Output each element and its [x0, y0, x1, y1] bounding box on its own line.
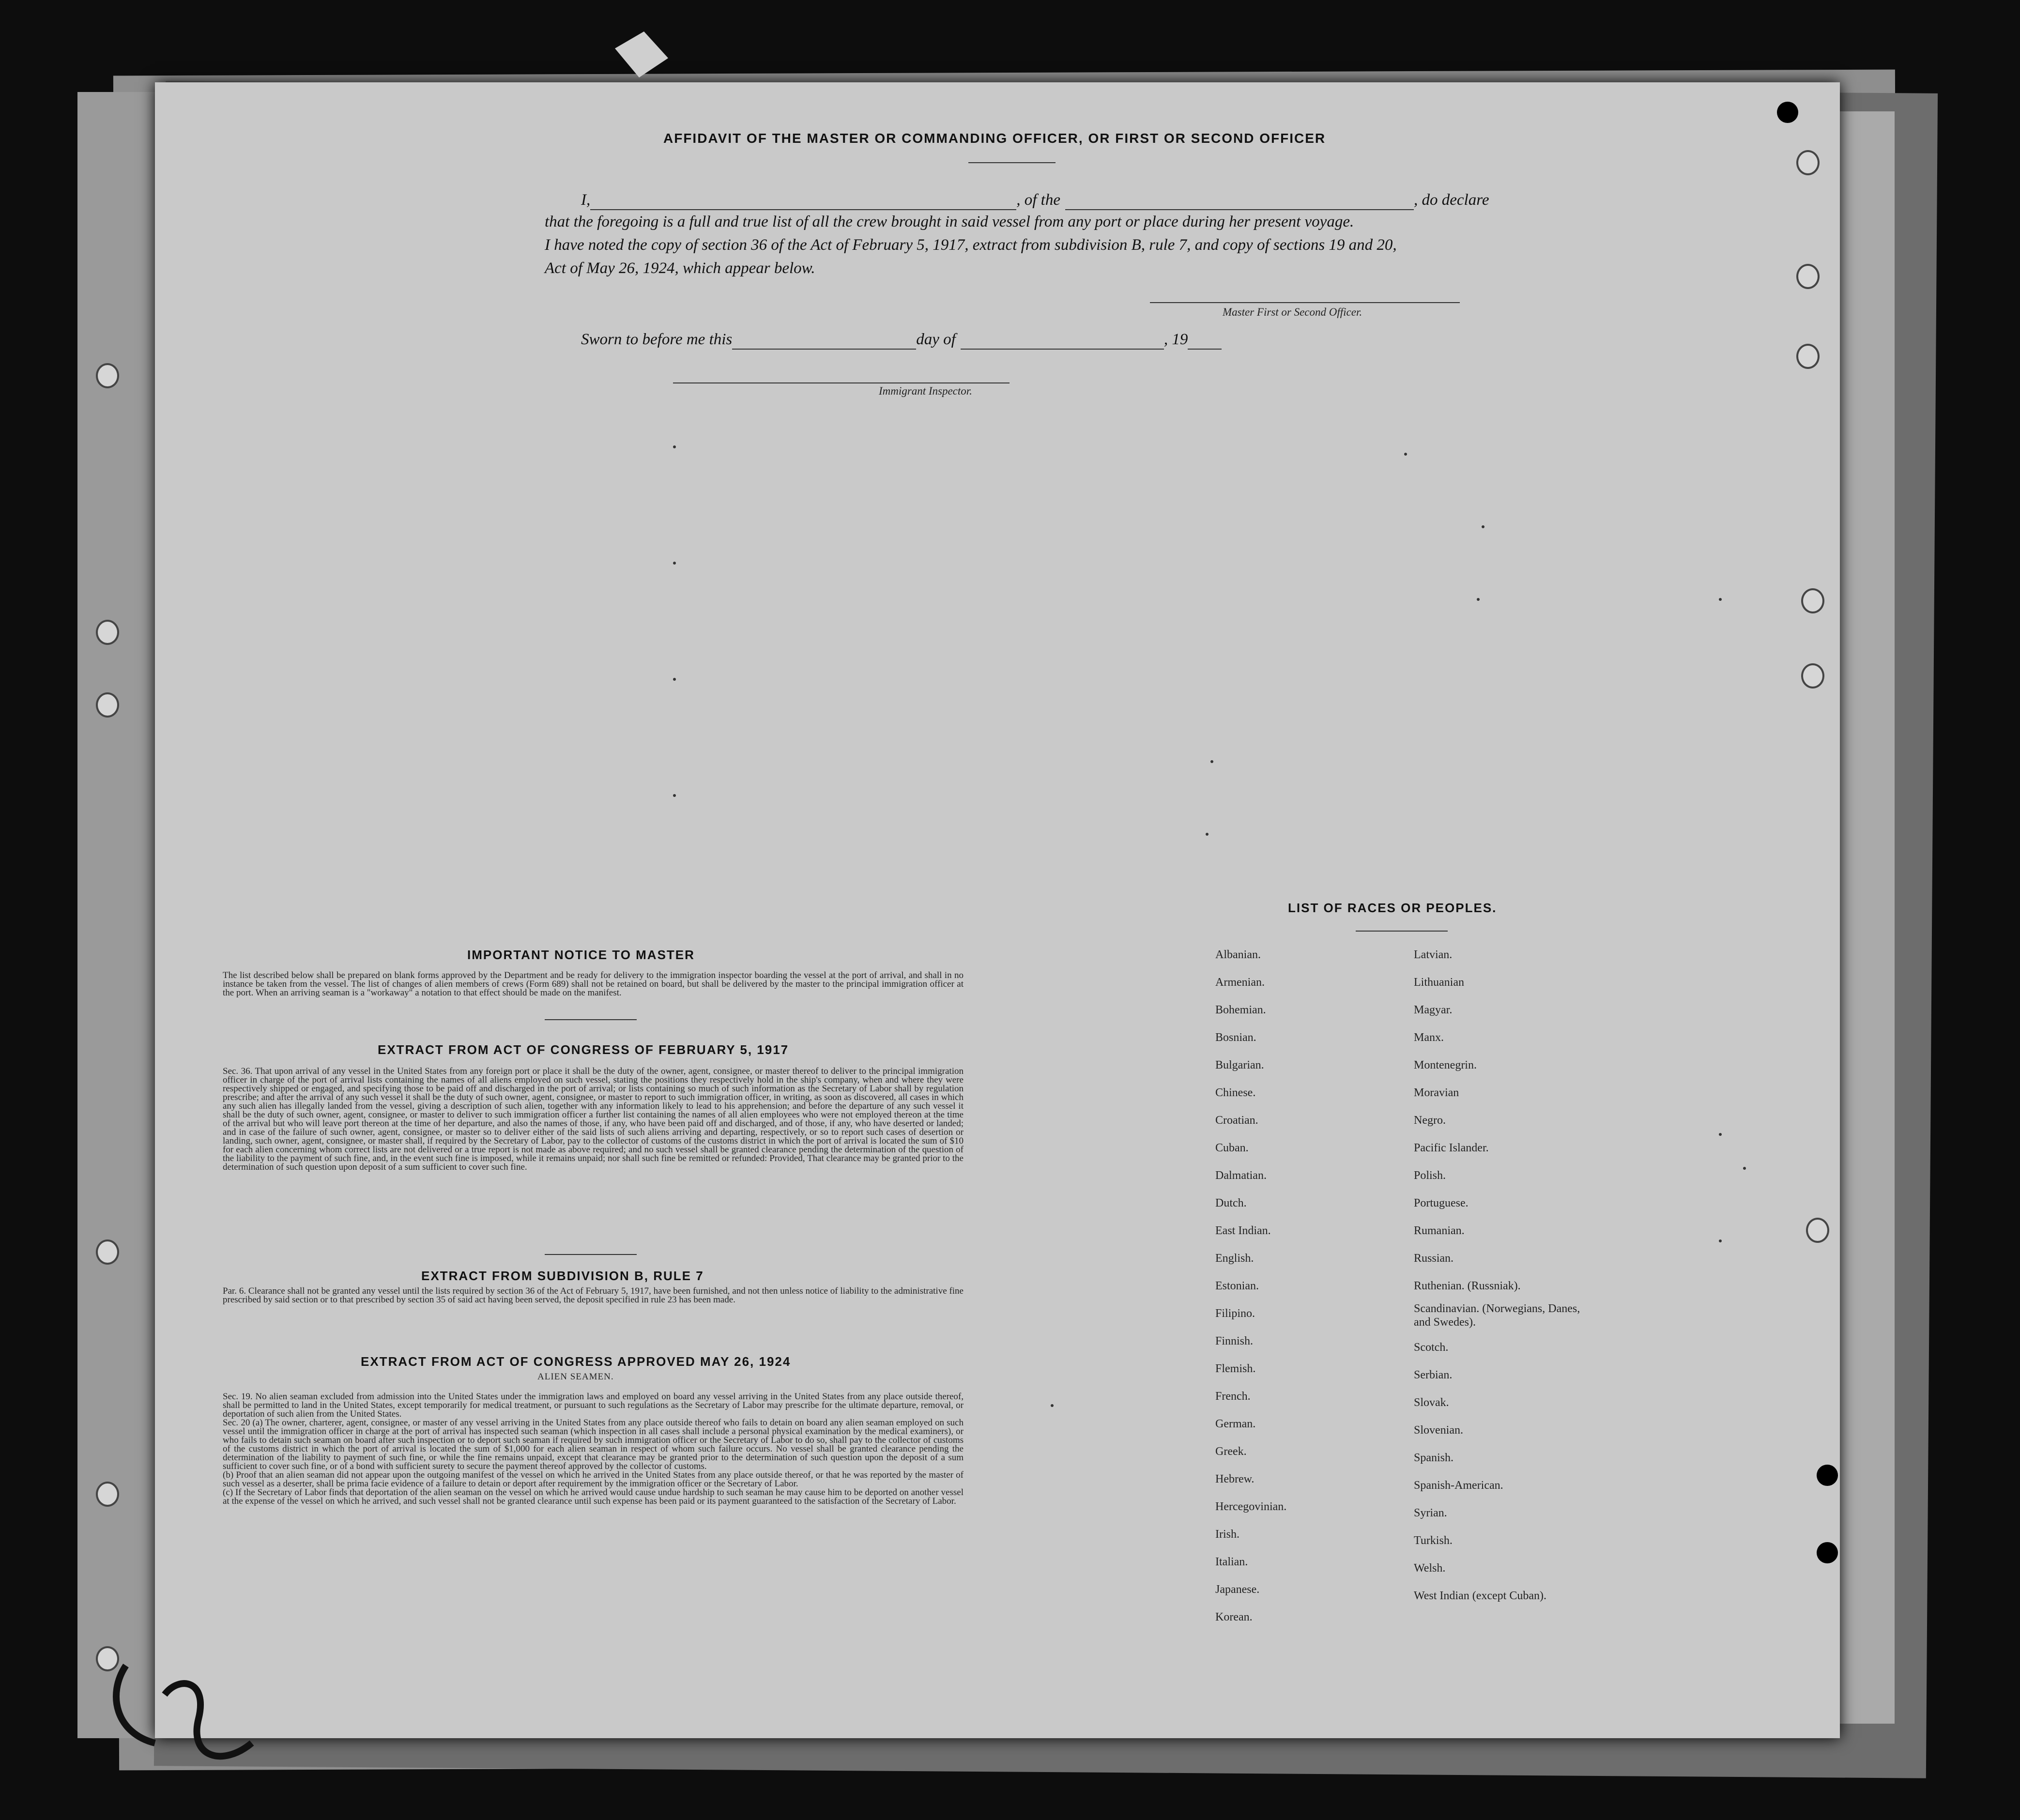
punch-mark [1817, 1465, 1838, 1486]
race-item: Scotch. [1414, 1341, 1449, 1354]
divider [545, 1254, 637, 1255]
affidavit-i-label: I, [581, 191, 591, 209]
speck [1719, 598, 1722, 601]
race-item: English. [1215, 1252, 1254, 1265]
race-item: Dalmatian. [1215, 1169, 1267, 1182]
master-name-field[interactable] [590, 191, 1016, 210]
binder-hole [96, 1239, 119, 1265]
race-item: Bohemian. [1215, 1004, 1266, 1016]
binder-hole [1801, 663, 1824, 688]
speck [1719, 1133, 1722, 1136]
race-item: Filipino. [1215, 1307, 1255, 1320]
divider [1356, 931, 1448, 932]
race-item: Flemish. [1215, 1362, 1256, 1375]
race-item: Magyar. [1414, 1004, 1453, 1016]
speck [1743, 1167, 1746, 1170]
race-item: Finnish. [1215, 1335, 1254, 1347]
affidavit-line-1 [581, 191, 1489, 210]
race-item: Cuban. [1215, 1142, 1249, 1154]
speck [1404, 453, 1407, 456]
master-signature-field[interactable] [1150, 291, 1460, 303]
race-item: Korean. [1215, 1611, 1253, 1623]
speck [1051, 1404, 1054, 1407]
speck [1482, 525, 1484, 528]
binding-strip [77, 92, 165, 1738]
binder-hole [96, 692, 119, 718]
race-item: Irish. [1215, 1528, 1240, 1541]
extract-1917-body: Sec. 36. That upon arrival of any vessel in the United States from any foreign port or place it shall be the duty of the owner, agent, consignee, or master thereof to deliver to the principal immigration officer in charge of the port of arrival lists containing the names of all aliens employed on such vessel, stating the positions they respectively hold in the ship's company, when and where they were respectively shipped or engaged, and specifying those to be paid off and discharged in the port of arrival; or lists containing so much of such information as the Secretary of Labor shall by regulation prescribe; and after the arrival of any such vessel it shall be the duty of such owner, agent, consignee, or master to report to such immigration officer, in writing, as soon as discovered, all cases in which any such alien has illegally landed from the vessel, giving a description of such alien, together with any information likely to lead to his apprehension; and before the departure of any such vessel it shall be the duty of such owner, agent, consignee, or master to deliver to such immigration officer a further list containing the names of all alien employees who were not employed thereon at the time of the arrival but who will leave port thereon at the time of her departure, and also the names of those, if any, who have been paid off and discharged, and of those, if any, who have deserted or landed; and in case of the failure of such owner, agent, consignee, or master so to deliver either of the said lists of such aliens arriving and departing, respectively, or so to report such cases of desertion or landing, such owner, agent, consignee, or master shall, if required by the Secretary of Labor, pay to the collector of customs of the customs district in which the port of arrival is located the sum of $10 for each alien concerning whom correct lists are not delivered or a true report is not made as above required; and no such vessel shall be granted clearance pending the determination of the question of the liability to the payment of such fine, and, in the event such fine is imposed, while it remains unpaid; nor shall such fine be remitted or refunded: Provided, That clearance may be granted prior to the determination of such question upon deposit of a sum sufficient to cover such fine. [223, 1066, 964, 1172]
race-item: Japanese. [1215, 1583, 1260, 1596]
divider [968, 162, 1056, 163]
do-declare-label: , do declare [1413, 191, 1489, 209]
race-item: Lithuanian [1414, 976, 1464, 989]
race-item: Chinese. [1215, 1086, 1256, 1099]
sworn-label: Sworn to before me this [581, 331, 733, 348]
races-column-2 [1414, 941, 1598, 1610]
extract-rule7-title: EXTRACT FROM SUBDIVISION B, RULE 7 [421, 1269, 704, 1283]
race-item: Russian. [1414, 1252, 1454, 1265]
speck [1210, 760, 1213, 763]
race-item: French. [1215, 1390, 1251, 1403]
race-item: Greek. [1215, 1445, 1247, 1458]
speck [673, 562, 676, 565]
paper-chip [610, 29, 673, 82]
binder-hole [96, 363, 119, 388]
punch-mark [1817, 1542, 1838, 1563]
sec-19-text: Sec. 19. No alien seaman excluded from admission into the United States under the immigration laws and employed on board any vessel arriving in the United States from any place outside thereof, shall be permitted to land in the United States, except temporarily for medical treatment, or pursuant to such regulations as the Secretary of Labor may prescribe for the ultimate departure, removal, or deportation of such alien from the United States. [223, 1392, 964, 1419]
binder-hole [96, 620, 119, 645]
race-item: Hercegovinian. [1215, 1500, 1287, 1513]
binder-hole [1801, 588, 1824, 613]
speck [1719, 1239, 1722, 1242]
race-item: Bosnian. [1215, 1031, 1256, 1044]
binder-hole [1796, 150, 1820, 175]
vessel-name-field[interactable] [1065, 191, 1414, 210]
extract-1924-body [223, 1392, 964, 1506]
races-title: LIST OF RACES OR PEOPLES. [1288, 901, 1497, 915]
inspector-caption: Immigrant Inspector. [879, 385, 972, 397]
race-item: Polish. [1414, 1169, 1446, 1182]
race-item: Dutch. [1215, 1197, 1247, 1209]
day-of-label: day of [916, 331, 956, 348]
sec-20b-text: (b) Proof that an alien seaman did not appear upon the outgoing manifest of the vessel on which he arrived in the United States from any place outside thereof, or that he was reported by the master of such vessel as a deserter, shall be prima facie evidence of a failure to detain or deport after requirement by the immigration officer or the Secretary of Labor. [223, 1470, 964, 1489]
sworn-line [581, 331, 1222, 350]
sec-20c-text: (c) If the Secretary of Labor finds that deportation of the alien seaman on the vessel on which he arrived would cause undue hardship to such seaman he may cause him to be deported on another vessel at the expense of the vessel on which he arrived, and such vessel shall not be granted clearance until such expense has been paid or its payment guaranteed to the satisfaction of the Secretary of Labor. [223, 1487, 964, 1506]
notice-title: IMPORTANT NOTICE TO MASTER [467, 948, 695, 962]
binder-hole [1806, 1218, 1829, 1243]
speck [673, 794, 676, 797]
speck [1206, 833, 1209, 836]
race-item: Slovenian. [1414, 1424, 1463, 1437]
race-item: Rumanian. [1414, 1224, 1465, 1237]
race-item: Moravian [1414, 1086, 1459, 1099]
binder-hole [1796, 344, 1820, 369]
race-item: Negro. [1414, 1114, 1446, 1127]
binder-hole [96, 1482, 119, 1507]
inspector-signature-field[interactable] [673, 373, 1010, 383]
sworn-year-field[interactable] [1188, 331, 1222, 350]
race-item: Spanish-American. [1414, 1479, 1503, 1492]
extract-1924-subtitle: ALIEN SEAMEN. [537, 1372, 614, 1382]
divider [545, 1019, 637, 1020]
extract-1924-title: EXTRACT FROM ACT OF CONGRESS APPROVED MAY 26, 1924 [361, 1354, 791, 1369]
sworn-month-field[interactable] [961, 331, 1164, 350]
races-column-1 [1215, 941, 1286, 1631]
speck [673, 445, 676, 448]
notice-body: The list described below shall be prepared on blank forms approved by the Department and be ready for delivery to the immigration inspector boarding the vessel at the port of arrival, and shall in no instance be taken from the vessel. The list of changes of alien members of crews (Form 689) shall not be retained on board, but shall be delivered by the master to the principal immigration officer at the port. When an arriving seaman is a "workaway" a notation to that effect should be made on the manifest. [223, 970, 964, 998]
race-item: Montenegrin. [1414, 1059, 1477, 1071]
extract-rule7-body: Par. 6. Clearance shall not be granted any vessel until the lists required by section 36 of the Act of February 5, 1917, have been furnished, and not then unless notice of liability to the administrative fine prescribed by said section or to that prescribed by section 35 of said act having been served, the deposit specified in rule 23 has been made. [223, 1286, 964, 1305]
speck [673, 678, 676, 681]
sec-20a-text: Sec. 20 (a) The owner, charterer, agent, consignee, or master of any vessel arriving in the United States from any place outside thereof who fails to detain on board any alien seaman employed on such vessel until the immigration officer in charge at the port of arrival has inspected such seaman (which inspection in all cases shall include a personal physical examination by the medical examiners), or who fails to detain such seaman on board after such inspection or to deport such seaman if required by such immigration officer or the Secretary of Labor to do so, shall pay to the collector of customs of the customs district in which the port of arrival is located the sum of $1,000 for each alien seaman in respect of whom such failure occurs. No vessel shall be granted clearance pending the determination of the liability to payment of such fine, or while the fine remains unpaid, except that clearance may be granted prior to the determination of such question upon the deposit of a sum sufficient to cover such fine, or of a bond with sufficient surety to secure the payment thereof approved by the collector of customs. [223, 1418, 964, 1471]
race-item: East Indian. [1215, 1224, 1271, 1237]
race-item: West Indian (except Cuban). [1414, 1590, 1546, 1602]
race-item: Serbian. [1414, 1369, 1453, 1381]
race-item: Armenian. [1215, 976, 1265, 989]
sworn-day-field[interactable] [732, 331, 916, 350]
race-item: Estonian. [1215, 1280, 1259, 1292]
race-item: Syrian. [1414, 1507, 1447, 1519]
of-the-label: , of the [1016, 191, 1060, 209]
race-item: Bulgarian. [1215, 1059, 1264, 1071]
race-item: German. [1215, 1418, 1256, 1430]
race-item: Ruthenian. (Russniak). [1414, 1280, 1521, 1292]
year-label: , 19 [1163, 331, 1188, 348]
binder-hole [1796, 264, 1820, 289]
race-item: Slovak. [1414, 1396, 1449, 1409]
race-item: Scandinavian. (Norwegians, Danes, and Swedes). [1414, 1302, 1580, 1329]
race-item: Croatian. [1215, 1114, 1258, 1127]
race-item: Portuguese. [1414, 1197, 1469, 1209]
race-item: Hebrew. [1215, 1473, 1255, 1485]
page-edge-strip [1835, 111, 1895, 1724]
affidavit-line-3: I have noted the copy of section 36 of the Act of February 5, 1917, extract from subdivision B, rule 7, and copy of sections 19 and 20, [545, 236, 1397, 254]
master-caption: Master First or Second Officer. [1223, 306, 1362, 318]
race-item: Turkish. [1414, 1534, 1453, 1547]
affidavit-title: AFFIDAVIT OF THE MASTER OR COMMANDING OFFICER, OR FIRST OR SECOND OFFICER [663, 131, 1326, 146]
race-item: Latvian. [1414, 948, 1453, 961]
punch-mark [1777, 102, 1798, 123]
handwritten-mark [97, 1636, 291, 1782]
race-item: Spanish. [1414, 1452, 1454, 1464]
extract-1917-title: EXTRACT FROM ACT OF CONGRESS OF FEBRUARY 5, 1917 [378, 1042, 789, 1057]
affidavit-line-2: that the foregoing is a full and true list of all the crew brought in said vessel from any port or place during her present voyage. [545, 213, 1354, 230]
race-item: Pacific Islander. [1414, 1142, 1489, 1154]
race-item: Manx. [1414, 1031, 1444, 1044]
race-item: Welsh. [1414, 1562, 1446, 1575]
race-item: Albanian. [1215, 948, 1261, 961]
speck [1477, 598, 1480, 601]
affidavit-line-4: Act of May 26, 1924, which appear below. [545, 260, 815, 277]
race-item: Italian. [1215, 1556, 1248, 1568]
